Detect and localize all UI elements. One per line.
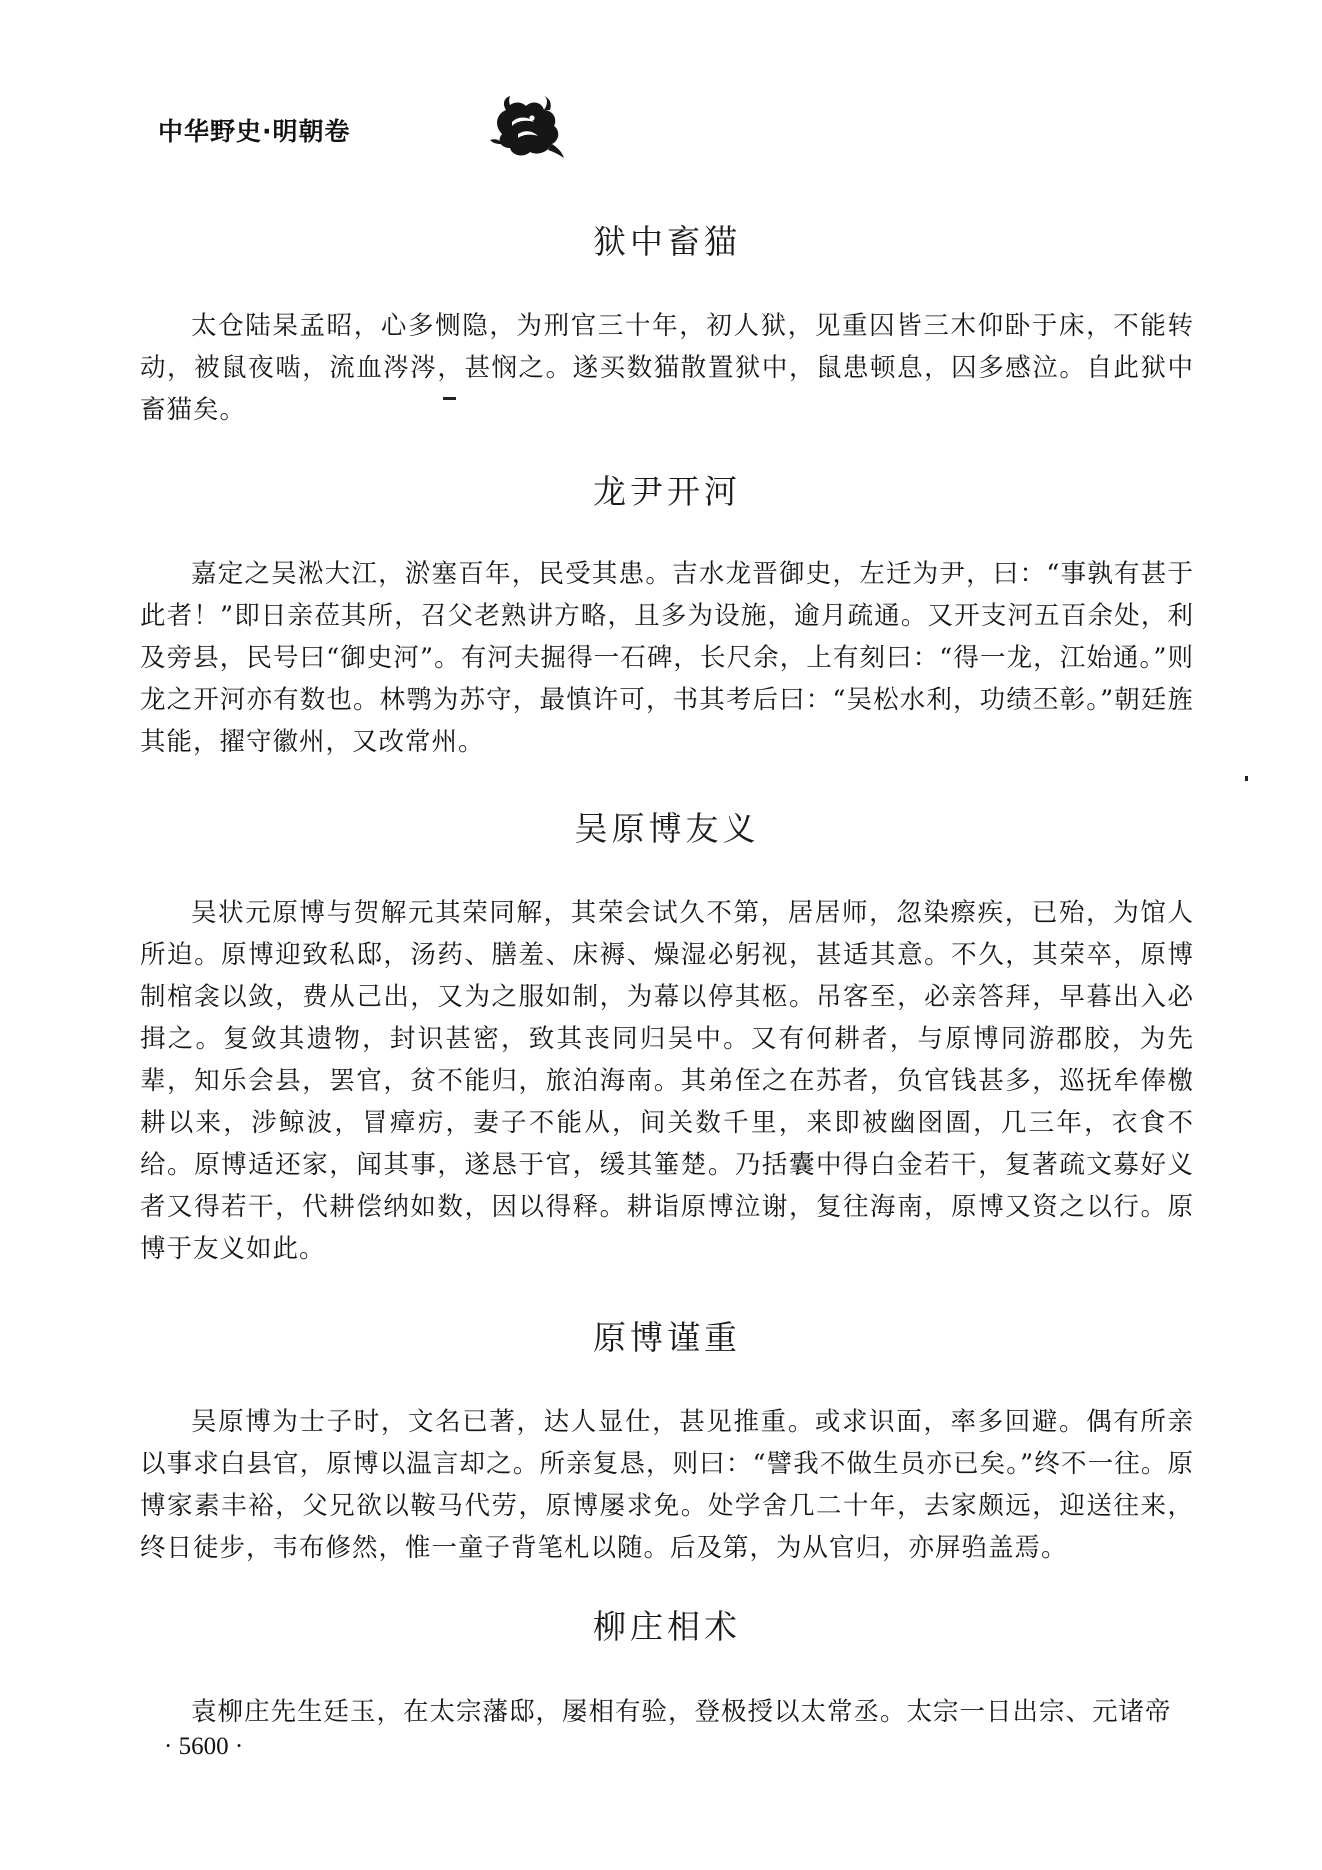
section-title: 龙尹开河 xyxy=(593,472,741,511)
section-title: 原博谨重 xyxy=(593,1318,741,1357)
section-yuanbo-prudence xyxy=(140,1318,1194,1569)
dragon-emblem-icon xyxy=(488,96,566,162)
section-long-yin-canal xyxy=(140,472,1194,763)
section-body: 吴状元原博与贺解元其荣同解，其荣会试久不第，居居师，忽染瘵疾，已殆，为馆人所迫。原博迎致私邸，汤药、膳羞、床褥、燥湿必躬视，甚适其意。不久，其荣卒，原博制棺衾以敛，费从己出，又为之服如制，为幕以停其柩。吊客至，必亲答拜，早暮出入必揖之。复敛其遗物，封识甚密，致其丧同归吴中。又有何耕者，与原博同游郡胶，为先辈，知乐会县，罢官，贫不能归，旅泊海南。其弟侄之在苏者，负官钱甚多，巡抚牟俸檄耕以来，涉鲸波，冒瘴疠，妻子不能从，间关数千里，来即被幽囹圄，几三年，衣食不给。原博适还家，闻其事，遂恳于官，缓其箠楚。乃括囊中得白金若干，复著疏文募好义者又得若干，代耕偿纳如数，因以得释。耕诣原博泣谢，复往海南，原博又资之以行。原博于友义如此。 xyxy=(140,898,1194,1264)
section-liuzhuang-physiognomy xyxy=(140,1607,1194,1733)
section-wu-yuanbo-friendship xyxy=(140,809,1194,1270)
section-prison-cats xyxy=(140,222,1194,431)
section-title: 吴原博友义 xyxy=(574,809,760,848)
section-body: 太仓陆杲孟昭，心多恻隐，为刑官三十年，初人狱，见重囚皆三木仰卧于床，不能转动，被鼠夜啮，流血涔涔，甚悯之。遂买数猫散置狱中，鼠患顿息，囚多感泣。自此狱中畜猫矣。 xyxy=(140,311,1194,425)
section-title: 狱中畜猫 xyxy=(593,222,741,261)
section-body: 袁柳庄先生廷玉，在太宗藩邸，屡相有验，登极授以太常丞。太宗一日出宗、元诸帝 xyxy=(191,1697,1172,1727)
running-head-title: 中华野史·明朝卷 xyxy=(158,117,351,146)
section-body: 嘉定之吴淞大江，淤塞百年，民受其患。吉水龙晋御史，左迁为尹，曰：“事孰有甚于此者！”即日亲莅其所，召父老熟讲方略，且多为设施，逾月疏通。又开支河五百余处，利及旁县，民号曰“御史河”。有河夫掘得一石碑，长尺余，上有刻曰：“得一龙，江始通。”则龙之开河亦有数也。林鹗为苏守，最慎许可，书其考后曰：“吴松水利，功绩丕彰。”朝廷旌其能，擢守徽州，又改常州。 xyxy=(140,559,1194,757)
section-title: 柳庄相术 xyxy=(593,1607,741,1646)
scan-speck xyxy=(443,397,456,400)
scan-speck xyxy=(1245,776,1248,781)
section-body: 吴原博为士子时，文名已著，达人显仕，甚见推重。或求识面，率多回避。偶有所亲以事求白县官，原博以温言却之。所亲复恳，则曰：“譬我不做生员亦已矣。”终不一往。原博家素丰裕，父兄欲以鞍马代劳，原博屡求免。处学舍几二十年，去家颇远，迎送往来，终日徒步，韦布修然，惟一童子背笔札以随。后及第，为从官归，亦屏驺盖焉。 xyxy=(140,1407,1194,1563)
page-number: · 5600 · xyxy=(164,1733,244,1760)
